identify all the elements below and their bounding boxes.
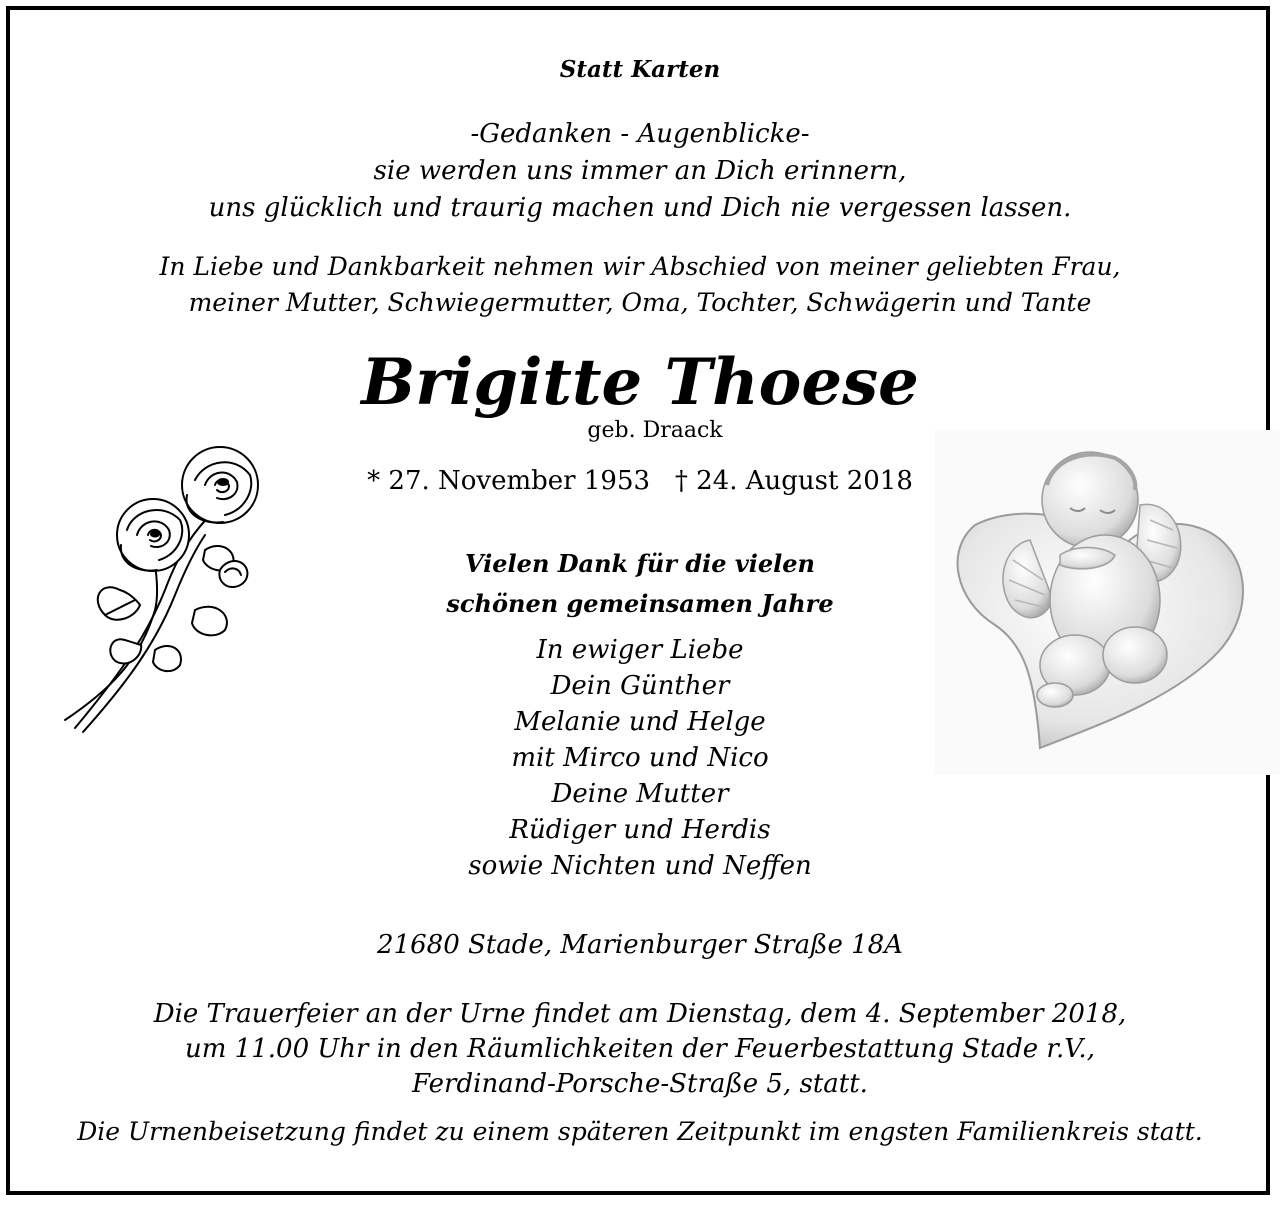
poem-line: uns glücklich und traurig machen und Dich nie vergessen lassen. bbox=[208, 193, 1072, 223]
birth-name: geb. Draack bbox=[587, 418, 723, 443]
poem-line: sie werden uns immer an Dich erinnern, bbox=[373, 156, 907, 186]
intro-text bbox=[0, 249, 1280, 321]
ceremony-text bbox=[0, 997, 1280, 1102]
ceremony-line: Die Trauerfeier an der Urne findet am Dienstag, dem 4. September 2018, bbox=[153, 999, 1127, 1029]
mourner-line: Deine Mutter bbox=[551, 779, 729, 809]
mourner-line: Dein Günther bbox=[550, 671, 730, 701]
ceremony-line: um 11.00 Uhr in den Räumlichkeiten der Feuerbestattung Stade r.V., bbox=[185, 1034, 1095, 1064]
statt-karten-heading: Statt Karten bbox=[559, 56, 721, 83]
mourner-line: Rüdiger und Herdis bbox=[509, 815, 771, 845]
poem-line: -Gedanken - Augenblicke- bbox=[470, 119, 810, 149]
address: 21680 Stade, Marienburger Straße 18A bbox=[377, 930, 903, 960]
burial-text: Die Urnenbeisetzung findet zu einem späteren Zeitpunkt im engsten Familienkreis statt. bbox=[77, 1117, 1203, 1146]
poem bbox=[0, 116, 1280, 227]
intro-line: meiner Mutter, Schwiegermutter, Oma, Tochter, Schwägerin und Tante bbox=[188, 288, 1092, 317]
mourner-line: sowie Nichten und Neffen bbox=[468, 851, 812, 881]
mourner-line: In ewiger Liebe bbox=[536, 635, 744, 665]
intro-line: In Liebe und Dankbarkeit nehmen wir Abschied von meiner geliebten Frau, bbox=[159, 252, 1121, 281]
death-date: † 24. August 2018 bbox=[674, 466, 913, 496]
ceremony-line: Ferdinand-Porsche-Straße 5, statt. bbox=[412, 1069, 868, 1099]
thanks-line: schönen gemeinsamen Jahre bbox=[446, 589, 834, 618]
mourner-line: mit Mirco und Nico bbox=[511, 743, 769, 773]
birth-date: * 27. November 1953 bbox=[367, 466, 651, 496]
deceased-name: Brigitte Thoese bbox=[361, 345, 919, 420]
thanks-line: Vielen Dank für die vielen bbox=[464, 549, 816, 578]
roses-illustration bbox=[55, 440, 260, 740]
angel-on-heart-figure bbox=[935, 430, 1280, 775]
mourner-line: Melanie und Helge bbox=[514, 707, 766, 737]
